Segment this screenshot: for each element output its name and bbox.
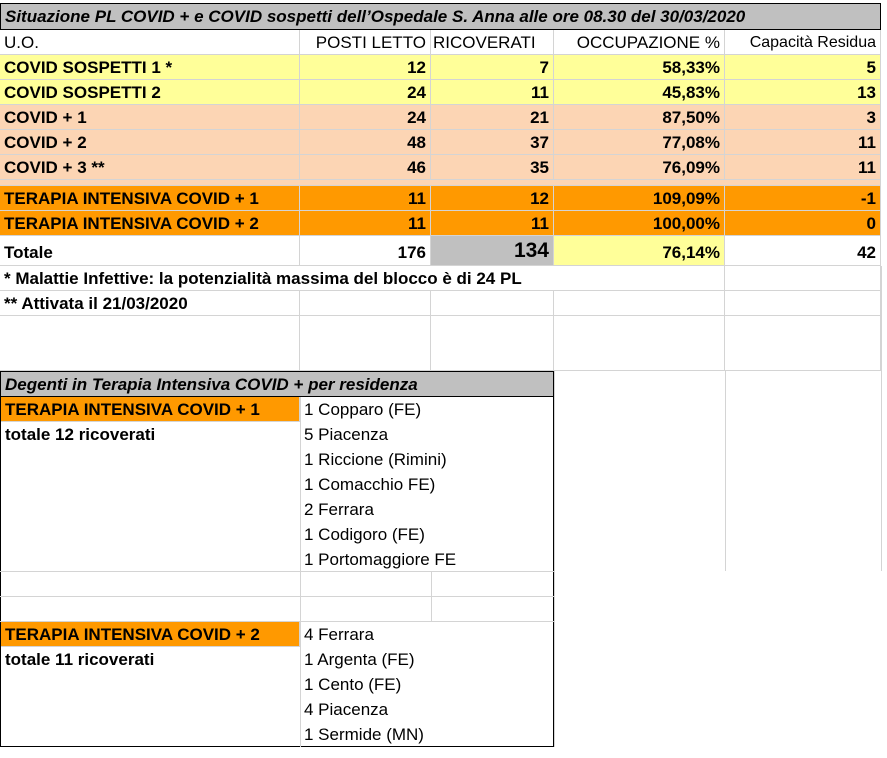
row-capacita: 13 [725,80,881,105]
gridline [0,621,554,622]
row-posti-letto: 46 [300,155,431,180]
row-uo-label: COVID SOSPETTI 1 * [0,55,300,80]
residence-item: 2 Ferrara [304,500,374,519]
gridline [0,571,554,572]
residence-item: 1 Riccione (Rimini) [304,450,447,469]
residence-item: 1 Argenta (FE) [304,650,415,669]
group2-label: TERAPIA INTENSIVA COVID + 2 [1,622,300,647]
group1-totale: totale 12 ricoverati [5,425,156,444]
row-uo-label: COVID + 2 [0,130,300,155]
section2-title: Degenti in Terapia Intensiva COVID + per residenza [0,371,554,397]
gridline [725,371,726,571]
row-occupazione: 76,09% [554,155,725,180]
row-posti-letto: 11 [300,211,431,236]
group1-label: TERAPIA INTENSIVA COVID + 1 [1,397,300,422]
gridline [431,572,432,622]
gridline [881,266,882,571]
row-ricoverati: 35 [431,155,554,180]
empty-cell [554,291,725,316]
row-posti-letto: 11 [300,186,431,211]
row-capacita: 0 [725,211,881,236]
residence-item: 1 Cento (FE) [304,675,402,694]
row-occupazione: 77,08% [554,130,725,155]
row-ricoverati: 11 [431,211,554,236]
header-capacita-residua: Capacità Residua [725,30,881,55]
totale-label: Totale [0,236,300,266]
row-uo-label: TERAPIA INTENSIVA COVID + 2 [0,211,300,236]
residence-item: 4 Piacenza [304,700,389,719]
residence-item: 4 Ferrara [304,625,374,644]
empty-cell [725,291,881,316]
row-capacita: -1 [725,186,881,211]
row-ricoverati: 11 [431,80,554,105]
row-uo-label: COVID + 3 ** [0,155,300,180]
empty-cell [300,291,431,316]
row-uo-label: TERAPIA INTENSIVA COVID + 1 [0,186,300,211]
note-malattie-infettive: * Malattie Infettive: la potenzialità massima del blocco è di 24 PL [0,266,725,291]
row-capacita: 11 [725,155,881,180]
row-ricoverati: 12 [431,186,554,211]
row-occupazione: 87,50% [554,105,725,130]
note-attivata: ** Attivata il 21/03/2020 [0,291,300,316]
totale-ricoverati: 134 [431,236,554,266]
row-posti-letto: 48 [300,130,431,155]
group2-totale: totale 11 ricoverati [5,650,155,669]
residence-item: 5 Piacenza [304,425,389,444]
row-ricoverati: 21 [431,105,554,130]
row-capacita: 5 [725,55,881,80]
gridline [554,371,555,747]
row-uo-label: COVID SOSPETTI 2 [0,80,300,105]
residence-item: 1 Copparo (FE) [304,400,422,419]
header-posti-letto: POSTI LETTO [300,30,431,55]
totale-occupazione: 76,14% [554,236,725,266]
gridline [300,397,301,747]
row-uo-label: COVID + 1 [0,105,300,130]
row-occupazione: 100,00% [554,211,725,236]
row-ricoverati: 7 [431,55,554,80]
empty-cell [300,316,431,371]
empty-cell [725,266,881,291]
residence-item: 1 Portomaggiore FE [304,550,457,569]
row-posti-letto: 12 [300,55,431,80]
row-ricoverati: 37 [431,130,554,155]
empty-cell [431,291,554,316]
totale-posti-letto: 176 [300,236,431,266]
row-capacita: 3 [725,105,881,130]
empty-cell [725,316,881,371]
empty-cell [554,316,725,371]
empty-cell [0,316,300,371]
row-capacita: 11 [725,130,881,155]
residence-item: 1 Sermide (MN) [304,725,424,744]
empty-cell [431,316,554,371]
row-posti-letto: 24 [300,80,431,105]
header-occupazione: OCCUPAZIONE % [554,30,725,55]
gridline [0,596,554,597]
row-occupazione: 109,09% [554,186,725,211]
header-uo: U.O. [0,30,300,55]
residence-item: 1 Comacchio FE) [304,475,436,494]
row-posti-letto: 24 [300,105,431,130]
row-occupazione: 58,33% [554,55,725,80]
row-occupazione: 45,83% [554,80,725,105]
header-ricoverati: RICOVERATI [431,30,554,55]
residence-item: 1 Codigoro (FE) [304,525,425,544]
sheet-title: Situazione PL COVID + e COVID sospetti dell’Ospedale S. Anna alle ore 08.30 del 30/03/2020 [0,3,881,30]
totale-capacita: 42 [725,236,881,266]
